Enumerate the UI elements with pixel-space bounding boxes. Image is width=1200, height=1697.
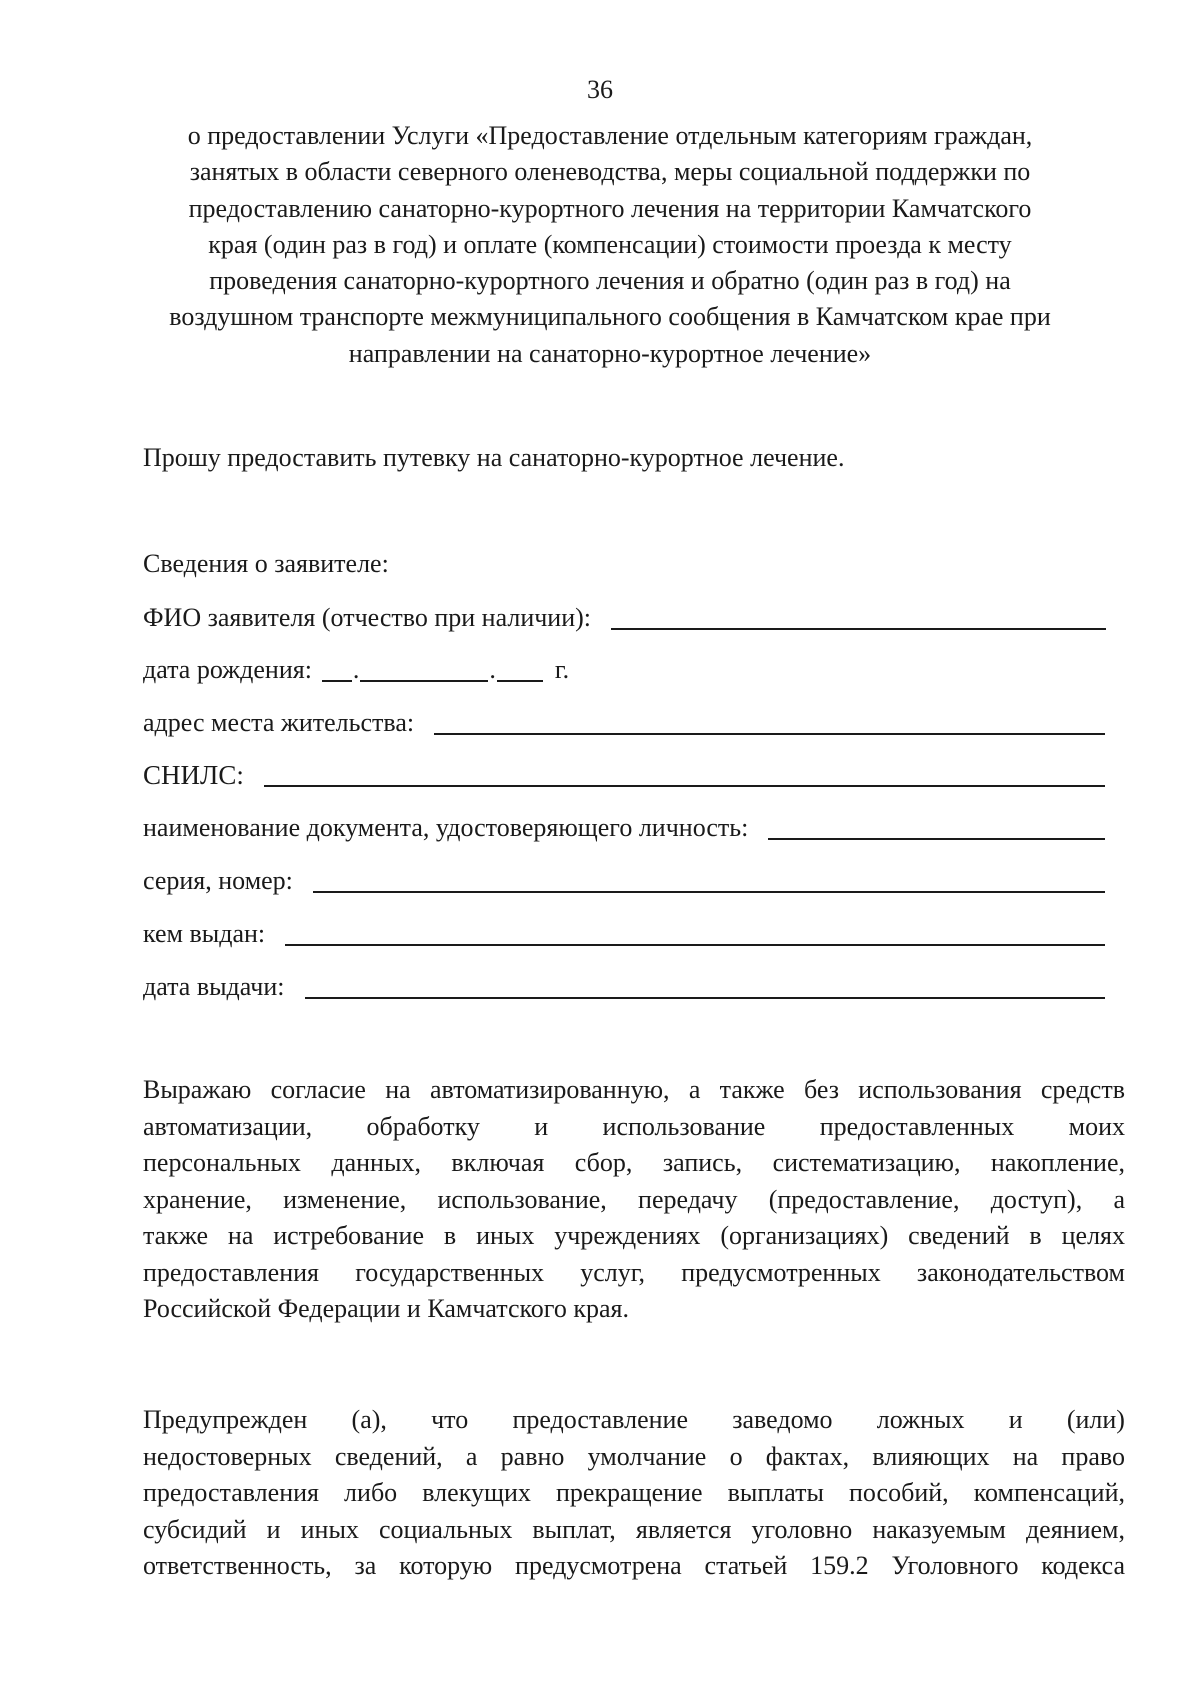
heading-line: занятых в области северного оленеводства, меры социальной поддержки по <box>189 157 1031 187</box>
heading-line: о предоставлении Услуги «Предоставление отдельным категориям граждан, <box>187 121 1033 150</box>
warning-word: (или) <box>1066 1405 1125 1434</box>
heading-line: предоставлению санаторно-курортного лечения на территории Камчатского <box>188 193 1032 223</box>
heading-line: воздушном транспорте межмуниципального сообщения в Камчатском крае при <box>169 302 1051 332</box>
issue-date-field[interactable] <box>143 969 1105 1005</box>
birth-date-field[interactable]: дата рождения: . . г. <box>143 652 569 688</box>
snils-field[interactable] <box>143 757 1105 793</box>
consent-line: персональных данных, включая сбор, запись, систематизацию, накопление, <box>143 1148 1125 1177</box>
warning-word: что <box>431 1405 469 1434</box>
issued-by-field[interactable] <box>143 916 1105 952</box>
consent-line: хранение, изменение, использование, передачу (предоставление, доступ), а <box>143 1184 1125 1214</box>
full-name-label: ФИО заявителя (отчество при наличии): <box>143 603 592 632</box>
document-heading <box>140 118 1080 372</box>
consent-line: также на истребование в иных учреждениях (организациях) сведений в целях <box>143 1221 1125 1250</box>
warning-word: заведомо <box>732 1405 833 1434</box>
warning-line <box>143 1402 1125 1439</box>
id-document-input-line[interactable] <box>768 838 1105 840</box>
warning-word: (а), <box>351 1405 387 1434</box>
birth-month-blank[interactable] <box>360 680 488 682</box>
warning-word: предоставление <box>512 1405 689 1434</box>
birth-day-blank[interactable] <box>322 680 352 682</box>
warning-paragraph <box>143 1402 1125 1585</box>
birth-year-blank[interactable] <box>497 680 543 682</box>
full-name-input-line[interactable] <box>611 628 1106 630</box>
birth-date-label: дата рождения: <box>143 655 312 684</box>
warning-word: и <box>1008 1405 1023 1434</box>
warning-word: Предупрежден <box>143 1405 308 1434</box>
issue-date-label: дата выдачи: <box>143 972 285 1001</box>
heading-line: направлении на санаторно-курортное лечение» <box>348 338 872 368</box>
full-name-field[interactable] <box>143 600 1106 636</box>
series-number-label: серия, номер: <box>143 866 293 895</box>
consent-line: Выражаю согласие на автоматизированную, а также без использования средств <box>143 1075 1125 1104</box>
address-label: адрес места жительства: <box>143 708 415 737</box>
heading-line: края (один раз в год) и оплате (компенсации) стоимости проезда к месту <box>208 229 1012 259</box>
id-document-label: наименование документа, удостоверяющего личность: <box>143 813 749 842</box>
warning-line: субсидий и иных социальных выплат, является уголовно наказуемым деянием, <box>143 1514 1125 1544</box>
consent-line: Российской Федерации и Камчатского края. <box>143 1294 629 1323</box>
request-statement: Прошу предоставить путевку на санаторно-курортное лечение. <box>143 443 845 472</box>
series-number-input-line[interactable] <box>313 891 1105 893</box>
warning-line: недостоверных сведений, а равно умолчание о фактах, влияющих на право <box>143 1441 1125 1471</box>
warning-word: ложных <box>876 1405 965 1434</box>
consent-line: предоставления государственных услуг, предусмотренных законодательством <box>143 1257 1125 1287</box>
consent-line: автоматизации, обработку и использование предоставленных моих <box>143 1111 1125 1141</box>
issued-by-input-line[interactable] <box>285 944 1105 946</box>
series-number-field[interactable] <box>143 863 1105 899</box>
warning-line: предоставления либо влекущих прекращение выплаты пособий, компенсаций, <box>143 1478 1125 1507</box>
id-document-field[interactable] <box>143 810 1105 846</box>
snils-input-line[interactable] <box>264 785 1105 787</box>
issue-date-input-line[interactable] <box>305 997 1105 999</box>
address-input-line[interactable] <box>434 733 1105 735</box>
warning-line: ответственность, за которую предусмотрена статьей 159.2 Уголовного кодекса <box>143 1551 1125 1580</box>
consent-paragraph <box>143 1072 1125 1328</box>
birth-year-suffix: г. <box>554 655 570 684</box>
address-field[interactable] <box>143 705 1105 741</box>
page-number: 36 <box>587 75 613 104</box>
heading-line: проведения санаторно-курортного лечения и обратно (один раз в год) на <box>209 266 1011 296</box>
issued-by-label: кем выдан: <box>143 919 266 948</box>
snils-label: СНИЛС: <box>143 760 244 790</box>
applicant-section-title: Сведения о заявителе: <box>143 549 389 578</box>
